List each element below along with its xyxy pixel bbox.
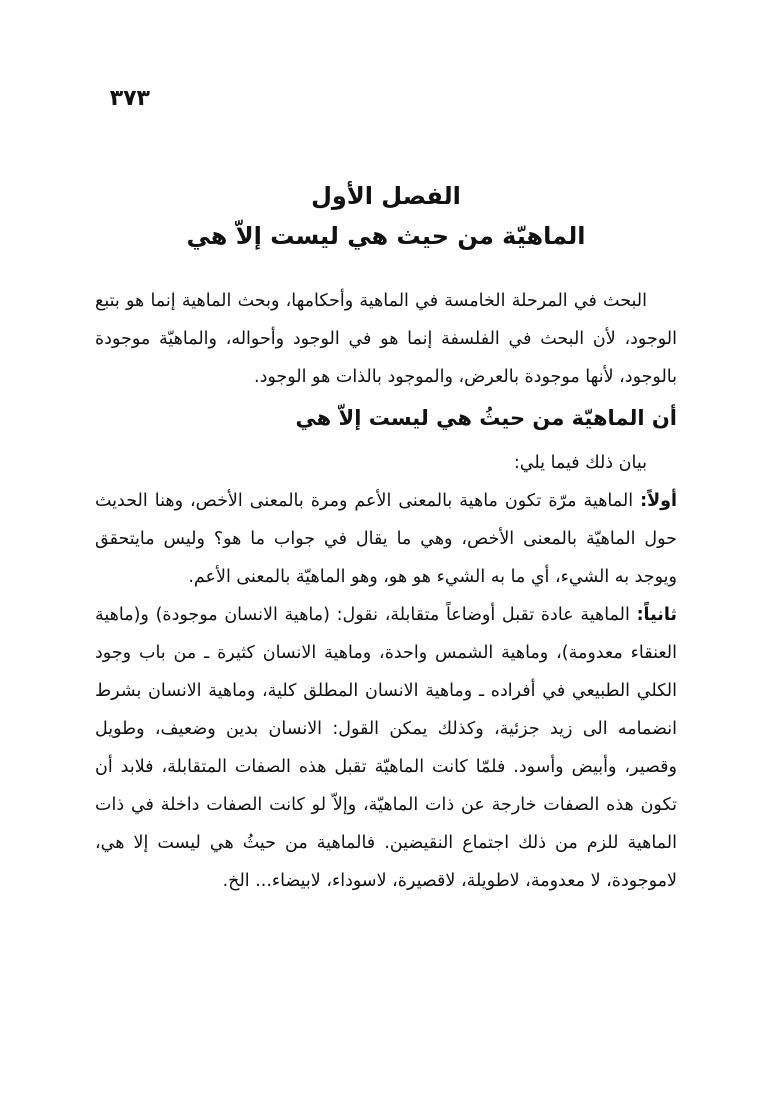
- chapter-title-line-1: الفصل الأول: [311, 182, 461, 210]
- first-point-lead: أولاً:: [640, 491, 677, 511]
- chapter-title: [0, 176, 772, 256]
- paragraph-second: [95, 596, 677, 900]
- page-number: ٣٧٣: [109, 86, 150, 111]
- body-text: [95, 282, 677, 900]
- second-point-text: الماهية عادة تقبل أوضاعاً متقابلة، نقول: (ماهية الانسان موجودة) و(ماهية العنقاء معدومة)، وماهية الشمس واحدة، وماهية الانسان كثيرة ـ من باب وجود الكلي الطبيعي في أفراده ـ وماهية الانسان المطلق كلية، وماهية الانسان بشرط انضمامه الى زيد جزئية، وكذلك يمكن القول: الانسان بدين وضعيف، وطويل وقصير، وأبيض وأسود. فلمّا كانت الماهيّة تقبل هذه الصفات المتقابلة، فلابد أن تكون هذه الصفات خارجة عن ذات الماهيّة، وإلاّ لو كانت الصفات داخلة في ذات الماهية للزم من ذلك اجتماع النقيضين. فالماهية من حيثُ هي ليست إلا هي، لاموجودة، لا معدومة، لاطويلة، لاقصيرة، لاسوداء، لابيضاء... الخ.: [95, 605, 677, 891]
- second-point-lead: ثانياً:: [636, 605, 677, 625]
- chapter-title-line-2: الماهيّة من حيث هي ليست إلاّ هي: [186, 222, 586, 250]
- first-point-text: الماهية مرّة تكون ماهية بالمعنى الأعم ومرة بالمعنى الأخص، وهنا الحديث حول الماهيّة بالمعنى الأخص، وهي ما يقال في جواب ما هو؟ وليس مايتحقق ويوجد به الشيء، أي ما به الشيء هو هو، وهو الماهيّة بالمعنى الأعم.: [95, 491, 677, 587]
- paragraph-intro: البحث في المرحلة الخامسة في الماهية وأحكامها، وبحث الماهية إنما هو بتبع الوجود، لأن البحث في الفلسفة إنما هو في الوجود وأحواله، والماهيّة موجودة بالوجود، لأنها موجودة بالعرض، والموجود بالذات هو الوجود.: [95, 291, 677, 387]
- section-heading: أن الماهيّة من حيثُ هي ليست إلاّ هي: [295, 406, 677, 430]
- section-intro: بيان ذلك فيما يلي:: [513, 453, 647, 473]
- paragraph-first: [95, 482, 677, 596]
